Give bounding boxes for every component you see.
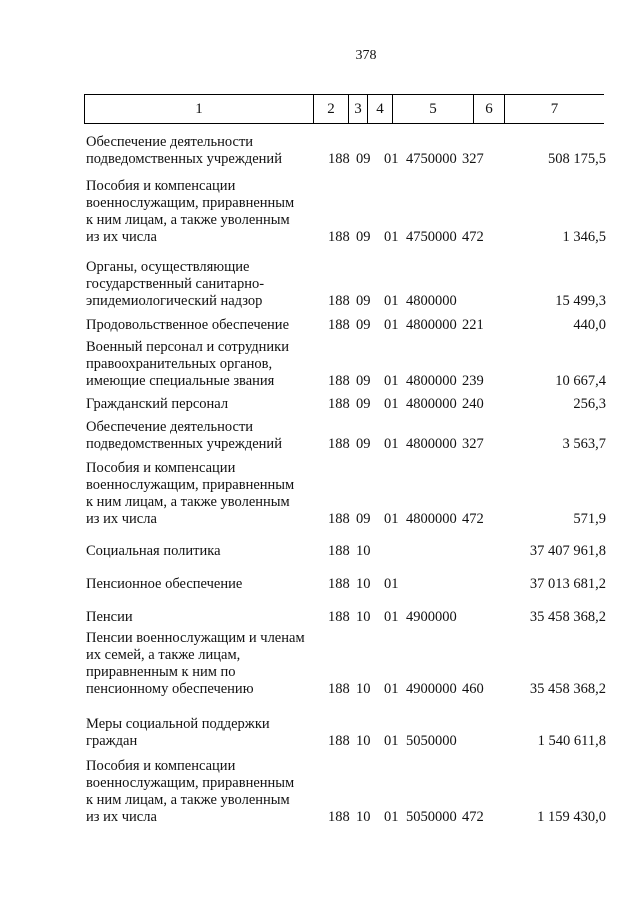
row-description: [86, 178, 318, 246]
header-col-5: 5: [393, 95, 474, 124]
description-line: Обеспечение деятельности: [86, 419, 254, 435]
cell-c4: 01: [384, 609, 399, 625]
description-line: эпидемиологический надзор: [86, 293, 263, 309]
cell-c2: 188: [328, 317, 350, 333]
cell-c7: 35 458 368,2: [529, 609, 606, 625]
description-line: пенсионному обеспечению: [86, 681, 254, 697]
cell-c3: 09: [356, 317, 371, 333]
cell-c2: 188: [328, 229, 350, 245]
cell-c4: 01: [384, 681, 399, 697]
cell-c6: 221: [462, 317, 484, 333]
row-description: [86, 576, 318, 593]
cell-c3: 09: [356, 373, 371, 389]
cell-c4: 01: [384, 151, 399, 167]
cell-c3: 10: [356, 543, 371, 559]
cell-c7: 10 667,4: [555, 373, 606, 389]
table-row: [86, 178, 606, 246]
description-line: Пенсии военнослужащим и членам: [86, 630, 305, 646]
description-line: Социальная политика: [86, 543, 221, 559]
cell-c4: 01: [384, 511, 399, 527]
header-col-7: 7: [505, 95, 605, 124]
cell-c3: 09: [356, 511, 371, 527]
table-row: [86, 134, 606, 168]
cell-c3: 09: [356, 229, 371, 245]
row-description: [86, 543, 318, 560]
cell-c5: 4900000: [406, 681, 457, 697]
description-line: Обеспечение деятельности: [86, 134, 254, 150]
row-description: [86, 317, 318, 334]
cell-c7: 37 407 961,8: [529, 543, 606, 559]
cell-c4: 01: [384, 317, 399, 333]
row-description: [86, 339, 318, 390]
description-line: Пособия и компенсации: [86, 758, 236, 774]
description-line: к ним лицам, а также уволенным: [86, 494, 290, 510]
table-row: [86, 576, 606, 593]
cell-c3: 10: [356, 733, 371, 749]
cell-c7: 15 499,3: [555, 293, 606, 309]
row-description: [86, 259, 318, 310]
table-row: [86, 716, 606, 750]
cell-c2: 188: [328, 576, 350, 592]
description-line: к ним лицам, а также уволенным: [86, 792, 290, 808]
cell-c7: 440,0: [573, 317, 606, 333]
cell-c2: 188: [328, 396, 350, 412]
description-line: из их числа: [86, 809, 157, 825]
table-row: [86, 317, 606, 334]
cell-c4: 01: [384, 809, 399, 825]
cell-c7: 1 159 430,0: [537, 809, 606, 825]
column-header: [84, 94, 604, 124]
description-line: военнослужащим, приравненным: [86, 775, 295, 791]
description-line: Пенсионное обеспечение: [86, 576, 243, 592]
cell-c5: 4800000: [406, 436, 457, 452]
cell-c2: 188: [328, 373, 350, 389]
cell-c2: 188: [328, 543, 350, 559]
description-line: приравненным к ним по: [86, 664, 236, 680]
description-line: Пособия и компенсации: [86, 178, 236, 194]
description-line: к ним лицам, а также уволенным: [86, 212, 290, 228]
cell-c6: 460: [462, 681, 484, 697]
description-line: Продовольственное обеспечение: [86, 317, 289, 333]
cell-c5: 4800000: [406, 317, 457, 333]
cell-c4: 01: [384, 396, 399, 412]
cell-c7: 571,9: [573, 511, 606, 527]
cell-c4: 01: [384, 576, 399, 592]
cell-c3: 09: [356, 151, 371, 167]
cell-c4: 01: [384, 436, 399, 452]
header-col-1: 1: [195, 100, 203, 117]
cell-c5: 4800000: [406, 373, 457, 389]
header-col-4: 4: [368, 95, 393, 124]
cell-c2: 188: [328, 609, 350, 625]
cell-c5: 4750000: [406, 151, 457, 167]
table-row: [86, 396, 606, 413]
cell-c3: 09: [356, 293, 371, 309]
cell-c4: 01: [384, 373, 399, 389]
cell-c2: 188: [328, 809, 350, 825]
cell-c6: 239: [462, 373, 484, 389]
cell-c7: 508 175,5: [548, 151, 606, 167]
cell-c7: 1 540 611,8: [537, 733, 606, 749]
cell-c7: 1 346,5: [562, 229, 606, 245]
row-description: [86, 716, 318, 750]
cell-c2: 188: [328, 151, 350, 167]
table-row: [86, 758, 606, 826]
header-col-2: 2: [314, 95, 349, 124]
cell-c7: 37 013 681,2: [529, 576, 606, 592]
description-line: их семей, а также лицам,: [86, 647, 241, 663]
description-line: Пособия и компенсации: [86, 460, 236, 476]
header-col-3: 3: [349, 95, 368, 124]
cell-c7: 3 563,7: [562, 436, 606, 452]
cell-c4: 01: [384, 229, 399, 245]
row-description: [86, 630, 318, 698]
cell-c6: 472: [462, 809, 484, 825]
description-line: имеющие специальные звания: [86, 373, 275, 389]
cell-c2: 188: [328, 436, 350, 452]
cell-c3: 10: [356, 576, 371, 592]
row-description: [86, 460, 318, 528]
cell-c5: 4900000: [406, 609, 457, 625]
cell-c5: 5050000: [406, 733, 457, 749]
cell-c2: 188: [328, 511, 350, 527]
cell-c4: 01: [384, 733, 399, 749]
table-row: [86, 339, 606, 390]
description-line: Пенсии: [86, 609, 133, 625]
description-line: из их числа: [86, 229, 157, 245]
description-line: Меры социальной поддержки: [86, 716, 270, 732]
description-line: граждан: [86, 733, 138, 749]
cell-c7: 256,3: [573, 396, 606, 412]
description-line: подведомственных учреждений: [86, 436, 282, 452]
cell-c2: 188: [328, 681, 350, 697]
cell-c3: 09: [356, 396, 371, 412]
table-row: [86, 543, 606, 560]
table-row: [86, 259, 606, 310]
row-description: [86, 419, 318, 453]
description-line: военнослужащим, приравненным: [86, 477, 295, 493]
cell-c3: 10: [356, 809, 371, 825]
cell-c2: 188: [328, 733, 350, 749]
cell-c5: 4800000: [406, 511, 457, 527]
cell-c5: 4800000: [406, 396, 457, 412]
table-row: [86, 609, 606, 626]
table-row: [86, 630, 606, 698]
description-line: военнослужащим, приравненным: [86, 195, 295, 211]
cell-c5: 4800000: [406, 293, 457, 309]
cell-c3: 10: [356, 609, 371, 625]
row-description: [86, 758, 318, 826]
cell-c6: 327: [462, 436, 484, 452]
description-line: правоохранительных органов,: [86, 356, 273, 372]
description-line: Гражданский персонал: [86, 396, 229, 412]
description-line: государственный санитарно-: [86, 276, 265, 292]
row-description: [86, 134, 318, 168]
description-line: подведомственных учреждений: [86, 151, 282, 167]
cell-c3: 09: [356, 436, 371, 452]
cell-c7: 35 458 368,2: [529, 681, 606, 697]
description-line: Органы, осуществляющие: [86, 259, 250, 275]
cell-c2: 188: [328, 293, 350, 309]
cell-c5: 5050000: [406, 809, 457, 825]
cell-c6: 240: [462, 396, 484, 412]
cell-c3: 10: [356, 681, 371, 697]
description-line: из их числа: [86, 511, 157, 527]
cell-c6: 472: [462, 229, 484, 245]
row-description: [86, 609, 318, 626]
table-row: [86, 460, 606, 528]
cell-c6: 327: [462, 151, 484, 167]
header-col-6: 6: [474, 95, 505, 124]
row-description: [86, 396, 318, 413]
cell-c6: 472: [462, 511, 484, 527]
description-line: Военный персонал и сотрудники: [86, 339, 289, 355]
table-row: [86, 419, 606, 453]
page-number: 378: [355, 48, 377, 63]
cell-c4: 01: [384, 293, 399, 309]
cell-c5: 4750000: [406, 229, 457, 245]
